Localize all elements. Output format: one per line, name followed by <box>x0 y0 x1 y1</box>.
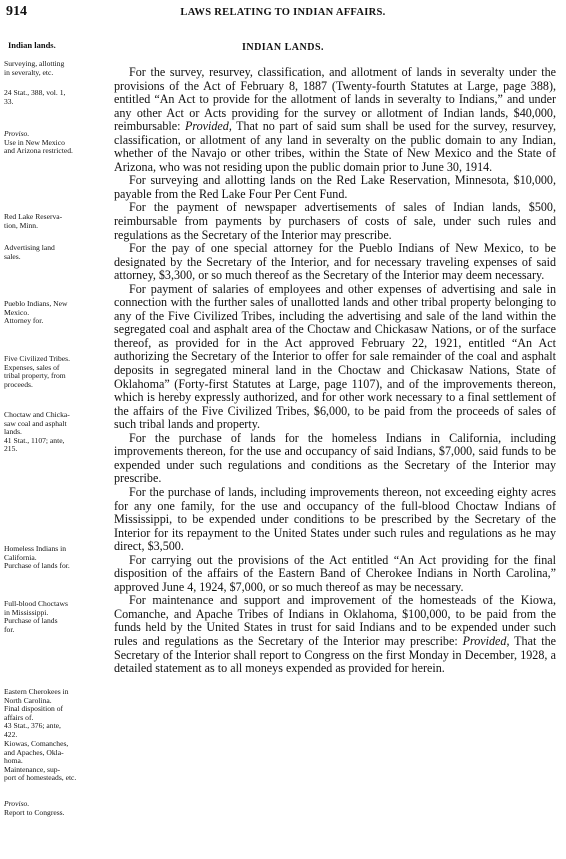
margin-note-line: Homeless Indians in <box>4 544 67 553</box>
paragraph-text: For the purchase of lands, including improvements thereon, not exceeding eighty acres for any one family, for the use and occupancy of the full-blood Choctaw Indians of Mississippi, to be expended under conditions to be prescribed by the Secretary of the Interior for its repayment to the United States under such rules and regulations as he may direct, $3,500. <box>114 484 556 554</box>
margin-note <box>4 300 110 326</box>
page-number: 914 <box>6 4 27 19</box>
paragraph-text: That no part of said sum shall be used for the survey, resurvey, classification, or allotment of any land in severalty on the public domain to any Indian, whether of the Navajo or other tribes, within the State of New Mexico and the State of Arizona, who was not residing upon the public domain prior to June 30, 1914. <box>114 119 557 174</box>
margin-note-line: Purchase of lands <box>4 616 58 625</box>
margin-note <box>4 688 110 739</box>
margin-note-line: Use in New Mexico <box>4 137 65 147</box>
paragraph-text: For surveying and allotting lands on the Red Lake Reservation, Minnesota, $10,000, payable from the Red Lake Four Per Cent Fund. <box>114 173 556 201</box>
margin-note-line: Advertising land <box>4 243 55 252</box>
margin-note-line: Purchase of lands for. <box>4 561 70 570</box>
margin-note-line: Full-blood Choctaws <box>4 599 68 608</box>
paragraph <box>114 174 556 201</box>
paragraph <box>114 66 556 174</box>
margin-note <box>4 411 110 454</box>
paragraph <box>114 554 556 595</box>
paragraph <box>114 283 556 432</box>
margin-note-line: homa. <box>4 756 23 765</box>
margin-note-line: 215. <box>4 444 18 453</box>
margin-note-line: and Arizona restricted. <box>4 146 73 155</box>
paragraph-text: For maintenance and support and improvement of the homesteads of the Kiowa, Comanche, and Apache Tribes of Indians in Oklahoma, $100,000, to be paid from the funds held by the United States in trust for said Indians and to be expended under such rules and regulations as the Secretary of the Interior may prescribe: <box>114 593 556 648</box>
margin-note-line: for. <box>4 624 15 634</box>
margin-note-line: Maintenance, sup- <box>4 764 61 774</box>
margin-note <box>4 800 110 817</box>
margin-note-line: Surveying, allotting <box>4 59 65 68</box>
margin-note <box>4 740 110 783</box>
paragraph <box>114 432 556 486</box>
paragraph <box>114 594 556 675</box>
margin-note-line: Red Lake Reserva- <box>4 212 63 221</box>
margin-note-line: sales. <box>4 251 21 261</box>
paragraph-text: That the Secretary of the Interior shall report to Congress on the first Monday in December, 1928, a detailed statement as to all moneys expended as provided for herein. <box>114 633 556 676</box>
margin-note-italic: Proviso. <box>4 129 30 138</box>
margin-note-line: and Apaches, Okla- <box>4 747 64 757</box>
paragraph-text: For the pay of one special attorney for the Pueblo Indians of New Mexico, to be designated by the Secretary of the Interior, and for necessary traveling expenses of said attorney, $3,300, or so much thereof as the Secretary of the Interior may deem necessary. <box>114 241 556 283</box>
margin-note-line: 422. <box>4 729 18 739</box>
margin-note-line: affairs of. <box>4 712 34 722</box>
margin-note-line: 43 Stat., 376; ante, <box>4 721 61 730</box>
margin-note-line: 33. <box>4 96 14 106</box>
margin-notes <box>0 0 112 859</box>
paragraph-text: For the purchase of lands for the homeless Indians in California, including improvements thereon, for the use and occupancy of said Indians, $7,000, said funds to be expended under such regulations and conditions as the Secretary of the Interior may prescribe. <box>114 430 556 486</box>
margin-note-line: Choctaw and Chicka- <box>4 410 70 419</box>
margin-note <box>4 545 110 571</box>
margin-note-line: California. <box>4 552 37 562</box>
proviso-word: Provided, <box>462 633 510 648</box>
margin-note-italic: Proviso. <box>4 799 30 808</box>
margin-note-line: in Mississippi. <box>4 607 49 617</box>
running-title: LAWS RELATING TO INDIAN AFFAIRS. <box>180 7 386 18</box>
category-label: Indian lands. <box>8 40 56 50</box>
margin-note-line: Report to Congress. <box>4 807 65 817</box>
margin-note-line: 24 Stat., 388, vol. 1, <box>4 88 66 97</box>
margin-note <box>4 600 110 634</box>
margin-note-line: Eastern Cherokees in <box>4 687 69 696</box>
paragraph-text: For carrying out the provisions of the Act entitled “An Act providing for the final disposition of the affairs of the Eastern Band of Cherokee Indians in North Carolina,” approved June 4, 1924, $7,000, or so much thereof as may be necessary. <box>114 552 556 594</box>
margin-note <box>4 130 110 156</box>
paragraph-text: For the survey, resurvey, classification, and allotment of lands in severalty under the provisions of the Act of February 8, 1887 (Twenty-fourth Statutes at Large, page 388), entitled “An Act to provide for the allotment of lands in severalty to Indians,” and under any other Act or Acts providing for the survey or allotment of Indian lands, $40,000, reimbursable: <box>114 65 556 134</box>
paragraph <box>114 486 556 554</box>
margin-note-line: port of homesteads, etc. <box>4 773 77 782</box>
margin-note-line: 41 Stat., 1107; ante, <box>4 435 65 445</box>
paragraph-text: For the payment of newspaper advertisements of sales of Indian lands, $500, reimbursable from payments by purchasers of costs of sale, under such rules and regulations as the Secretary of the Interior may prescribe. <box>114 200 556 242</box>
margin-note-line: Expenses, sales of <box>4 362 60 372</box>
margin-note-line: Attorney for. <box>4 316 44 325</box>
margin-note-line: Five Civilized Tribes. <box>4 354 71 363</box>
margin-note-line: saw coal and asphalt <box>4 418 67 428</box>
margin-note-line: tribal property, from <box>4 371 66 380</box>
proviso-word: Provided, <box>184 119 232 134</box>
margin-note-line: Pueblo Indians, New <box>4 299 68 308</box>
paragraph <box>114 242 556 283</box>
margin-note <box>4 89 110 106</box>
paragraph-text: For payment of salaries of employees and other expenses of advertising and sale in connection with the further sales of unallotted lands and other tribal property belonging to any of the Five Civilized Tribes, including the advertising and sale of the land within the segregated coal and asphalt area of the Choctaw and Chickasaw Nations, or of the surface thereof, as provided for in the Act approved February 22, 1921, entitled “An Act authorizing the Secretary of the Interior to offer for sale remainder of the coal and asphalt deposits in segregated mineral land in the Choctaw and Chickasaw Nations, State of Oklahoma” (Forty-first Statutes at Large, page 1107), and of the improvements thereon, which is hereby expressly authorized, and for other work necessary to a final settlement of the affairs of the Five Civilized Tribes, $6,000, to be paid from the proceeds of sales of such tribal lands and property. <box>114 281 556 432</box>
margin-note-line: Mexico. <box>4 307 30 317</box>
margin-note-line: proceeds. <box>4 379 33 389</box>
margin-note <box>4 213 110 230</box>
margin-note-line: tion, Minn. <box>4 220 38 230</box>
margin-note <box>4 355 110 389</box>
section-title: INDIAN LANDS. <box>241 42 325 53</box>
margin-note <box>4 244 110 261</box>
margin-note-line: Kiowas, Comanches, <box>4 739 69 748</box>
margin-note-line: in severalty, etc. <box>4 67 54 77</box>
margin-note-line: lands. <box>4 427 22 436</box>
margin-note-line: Final disposition of <box>4 704 64 713</box>
body-text <box>114 66 556 676</box>
paragraph <box>114 201 556 242</box>
margin-note-line: North Carolina. <box>4 695 52 705</box>
margin-note <box>4 60 110 77</box>
